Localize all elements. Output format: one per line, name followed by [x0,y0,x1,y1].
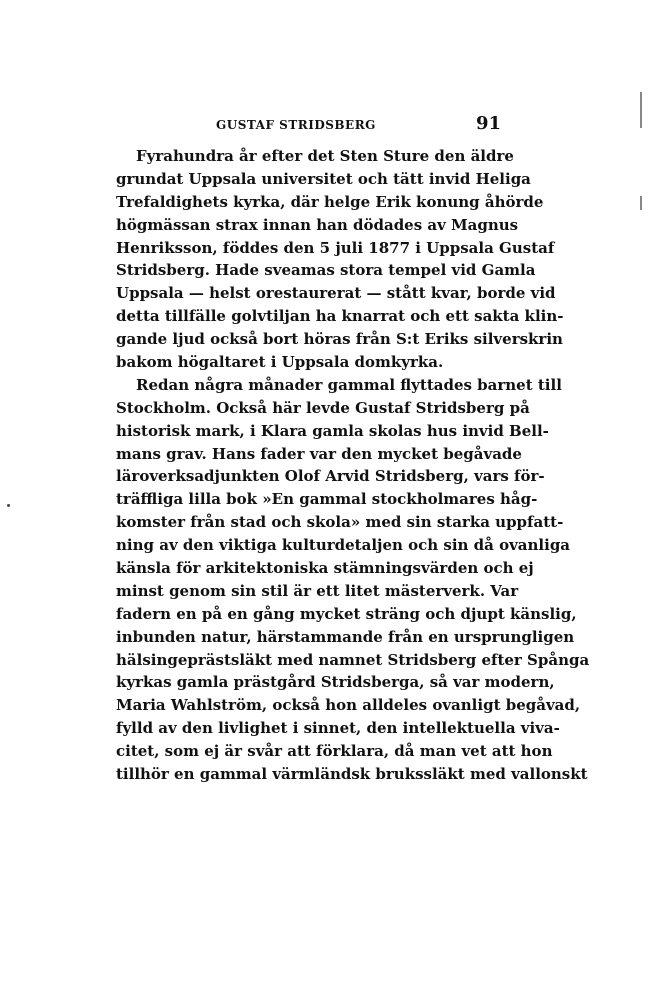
text-line: fadern en på en gång mycket sträng och djupt känslig, [116,604,577,623]
text-line: högmässan strax innan han dödades av Magnus [116,215,519,234]
text-line: minst genom sin stil är ett litet mästerverk. Var [116,581,519,600]
text-line: Redan några månader gammal flyttades barnet till [136,375,562,394]
text-line: tillhör en gammal värmländsk brukssläkt med vallonskt [116,765,588,784]
text-line: fylld av den livlighet i sinnet, den intellektuella viva- [116,719,560,738]
text-line: känsla för arkitektoniska stämningsvärden och ej [116,559,534,578]
scan-speck [7,504,10,507]
text-line: Stridsberg. Hade sveamas stora tempel vid Gamla [116,261,536,280]
text-line: detta tillfälle golvtiljan ha knarrat och ett sakta klin- [116,307,564,326]
text-line: mans grav. Hans fader var den mycket begåvade [116,444,522,463]
text-line: grundat Uppsala universitet och tätt invid Heliga [116,169,531,188]
body-text [116,145,590,786]
text-line: Henriksson, föddes den 5 juli 1877 i Uppsala Gustaf [116,238,555,257]
text-line: Stockholm. Också här levde Gustaf Stridsberg på [116,398,530,417]
text-line: citet, som ej är svår att förklara, då man vet att hon [116,742,553,761]
text-line: Uppsala — helst orestaurerat — stått kvar, borde vid [116,284,556,303]
text-line: inbunden natur, härstammande från en ursprungligen [116,627,575,646]
text-line: läroverksadjunkten Olof Arvid Stridsberg, vars för- [116,467,545,486]
text-line: komster från stad och skola» med sin starka uppfatt- [116,513,564,532]
text-line: kyrkas gamla prästgård Stridsberga, så var modern, [116,673,555,692]
text-line: Maria Wahlström, också hon alldeles ovanligt begåvad, [116,696,581,715]
page-edge-mark [640,196,642,210]
text-line: träffliga lilla bok »En gammal stockholmares håg- [116,490,538,509]
running-header-title: GUSTAF STRIDSBERG [216,118,376,132]
text-line: gande ljud också bort höras från S:t Eriks silverskrin [116,330,563,349]
text-line: bakom högaltaret i Uppsala domkyrka. [116,353,444,372]
page-edge-mark [640,92,642,128]
text-line: ning av den viktiga kulturdetaljen och sin då ovanliga [116,536,571,555]
text-line: hälsingeprästsläkt med namnet Stridsberg efter Spånga [116,650,590,669]
page-number: 91 [476,113,502,134]
text-line: historisk mark, i Klara gamla skolas hus invid Bell- [116,421,549,440]
text-line: Fyrahundra år efter det Sten Sture den äldre [136,147,514,165]
text-line: Trefaldighets kyrka, där helge Erik konung åhörde [116,192,544,211]
